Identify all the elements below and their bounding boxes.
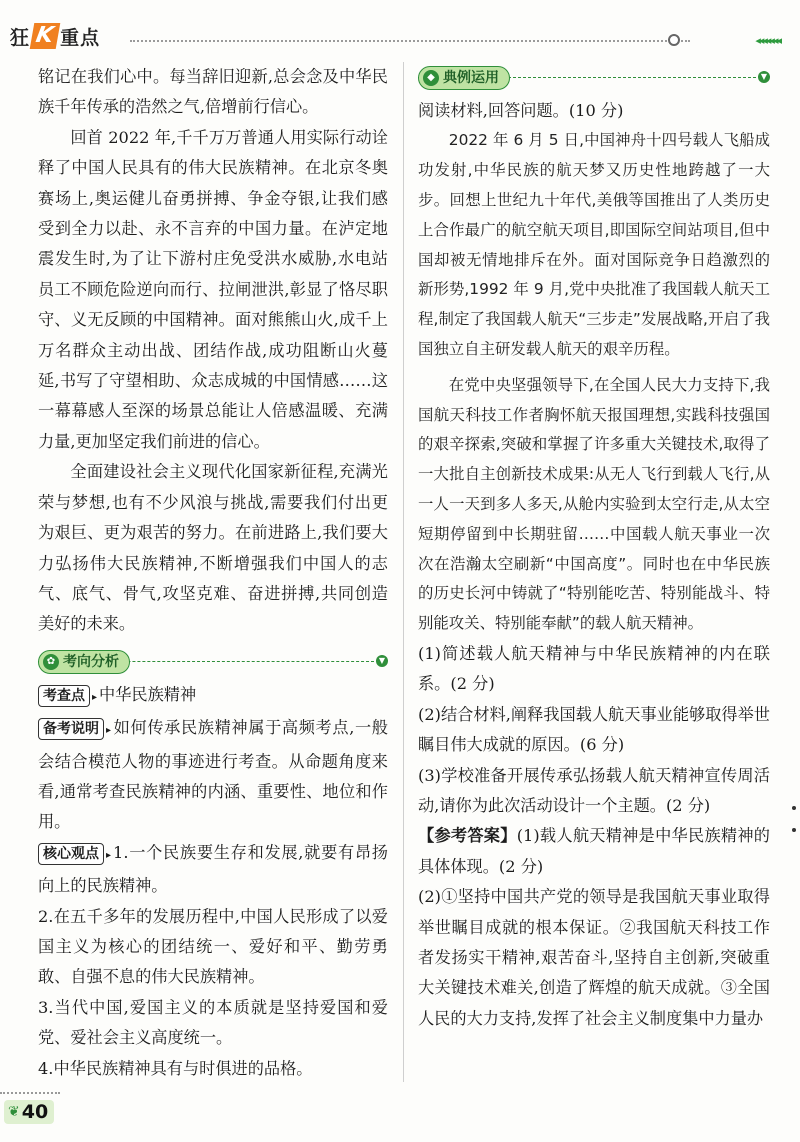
kaochadian-text: 中华民族精神 bbox=[99, 684, 197, 704]
hexin-point-3: 3.当代中国,爱国主义的本质就是坚持爱国和爱党、爱社会主义高度统一。 bbox=[38, 997, 388, 1048]
leaf-icon: ✿ bbox=[43, 654, 59, 670]
header-dotted-rule bbox=[130, 40, 690, 42]
material-paragraph-2: 在党中央坚强领导下,在全国人民大力支持下,我国航天科技工作者胸怀航天报国理想,实践科技强国的艰辛探索,突破和掌握了许多重大关键技术,取得了一大批自主创新技术成果:从无人飞行到载人飞行,从一人一天到多人多天,从舱内实验到太空行走,从太空短期停留到中长期驻留……中国载人航天事业一次次在浩瀚太空刷新“中国高度”。同时也在中华民族的历史长河中铸就了“特别能吃苦、特别能战斗、特别能攻关、特别能奉献”的载人航天精神。 bbox=[418, 375, 770, 633]
brand-text-pre: 狂 bbox=[10, 26, 31, 49]
beikao-tag: 备考说明 bbox=[38, 718, 104, 740]
column-divider bbox=[403, 62, 404, 1082]
scan-mark bbox=[792, 828, 796, 832]
answer-1: (1)载人航天精神是中华民族精神的具体体现。(2 分) bbox=[418, 826, 770, 876]
arrow-icon: ▸ bbox=[92, 691, 98, 703]
section-pill bbox=[418, 66, 510, 90]
hexin-point-1: 1.一个民族要生存和发展,就要有昂扬向上的民族精神。 bbox=[38, 842, 388, 896]
brand-k: K bbox=[30, 23, 61, 49]
section-title: 考向分析 bbox=[63, 653, 119, 670]
header-circle-icon bbox=[668, 34, 680, 46]
beikao-text: 如何传承民族精神属于高频考点,一般会结合模范人物的事迹进行考查。从命题角度来看,通常考查民族精神的内涵、重要性、地位和作用。 bbox=[38, 718, 388, 832]
material-paragraph-1: 2022 年 6 月 5 日,中国神舟十四号载人飞船成功发射,中华民族的航天梦又历史性地跨越了一大步。回想上世纪九十年代,美俄等国推出了人类历史上合作最广的航空航天项目,即国际空间站项目,但中国却被无情地排斥在外。面对国际竞争日趋激烈的新形势,1992 年 9 月,党中央批准了我国载人航天工程,制定了我国载人航天“三步走”发展战略,开启了我国独立自主研发载人航天的艰辛历程。 bbox=[418, 131, 770, 358]
section-header-example bbox=[418, 64, 770, 90]
chevron-down-icon: ▼ bbox=[758, 71, 770, 83]
hexin-point-2: 2.在五千多年的发展历程中,中国人民形成了以爱国主义为核心的团结统一、爱好和平、勤劳勇敢、自强不息的伟大民族精神。 bbox=[38, 906, 388, 987]
left-column bbox=[38, 62, 388, 1084]
right-column bbox=[418, 62, 770, 1034]
kaochadian-tag: 考查点 bbox=[38, 685, 90, 707]
page-number-badge bbox=[0, 1092, 60, 1128]
section-pill bbox=[38, 650, 130, 674]
answer-2: (2)①坚持中国共产党的领导是我国航天事业取得举世瞩目成就的根本保证。②我国航天科技工作者发扬实干精神,艰苦奋斗,坚持自主创新,突破重大关键技术难关,创造了辉煌的航天成就。③全国人民的大力支持,发挥了社会主义制度集中力量办 bbox=[418, 887, 770, 1028]
answer-label: 【参考答案】 bbox=[418, 826, 517, 846]
hexin-tag: 核心观点 bbox=[38, 843, 104, 865]
example-icon: ◆ bbox=[423, 70, 439, 86]
question-3: (3)学校准备开展传承弘扬载人航天精神宣传周活动,请你为此次活动设计一个主题。(2 分) bbox=[418, 765, 770, 815]
question-1: (1)简述载人航天精神与中华民族精神的内在联系。(2 分) bbox=[418, 643, 770, 694]
section-header-analysis bbox=[38, 648, 388, 674]
hexin-line bbox=[38, 838, 388, 902]
reading-material bbox=[418, 126, 770, 639]
kaochadian-line bbox=[38, 680, 388, 713]
answer-line-1 bbox=[418, 821, 770, 882]
left-paragraph-1: 铭记在我们心中。每当辞旧迎新,总会念及中华民族千年传承的浩然之气,倍增前行信心。 bbox=[38, 67, 388, 117]
section-title: 典例运用 bbox=[443, 69, 499, 86]
brand-text-post: 重点 bbox=[60, 26, 101, 49]
question-intro: 阅读材料,回答问题。(10 分) bbox=[418, 101, 624, 120]
left-paragraph-2: 回首 2022 年,千千万万普通人用实际行动诠释了中国人民具有的伟大民族精神。在北京冬奥赛场上,奥运健儿奋勇拼搏、争金夺银,让我们感受到全力以赴、永不言弃的中国力量。在泸定地震发生时,为了让下游村庄免受洪水威胁,水电站员工不顾危险逆向而行、拉闸泄洪,彰显了恪尽职守、义无反顾的中国精神。面对熊熊山火,成千上万名群众主动出战、团结作战,成功阻断山火蔓延,书写了守望相助、众志成城的中国情感……这一幕幕感人至深的场景总能让人倍感温暖、充满力量,更加坚定我们前进的信心。 bbox=[38, 127, 388, 451]
header-arrows-icon: ◂◂◂◂◂◂◂ bbox=[755, 34, 780, 47]
question-2: (2)结合材料,阐释我国载人航天事业能够取得举世瞩目伟大成就的原因。(6 分) bbox=[418, 704, 770, 755]
left-paragraph-3: 全面建设社会主义现代化国家新征程,充满光荣与梦想,也有不少风浪与挑战,需要我们付出更为艰巨、更为艰苦的努力。在前进路上,我们要大力弘扬伟大民族精神,不断增强我们中国人的志气、底气、骨气,攻坚克难、奋进拼搏,共同创造美好的未来。 bbox=[38, 462, 388, 634]
beikao-line bbox=[38, 713, 388, 838]
scan-mark bbox=[792, 806, 796, 810]
leaf-icon: ❦ bbox=[8, 1104, 20, 1120]
arrow-icon: ▸ bbox=[106, 849, 112, 861]
page-header bbox=[0, 0, 800, 56]
arrow-icon: ▸ bbox=[106, 725, 112, 737]
chevron-down-icon: ▼ bbox=[376, 655, 388, 667]
page-number-box bbox=[4, 1100, 54, 1124]
page-number: 40 bbox=[21, 1101, 49, 1123]
brand-logo bbox=[10, 20, 100, 52]
hexin-point-4: 4.中华民族精神具有与时俱进的品格。 bbox=[38, 1058, 313, 1078]
